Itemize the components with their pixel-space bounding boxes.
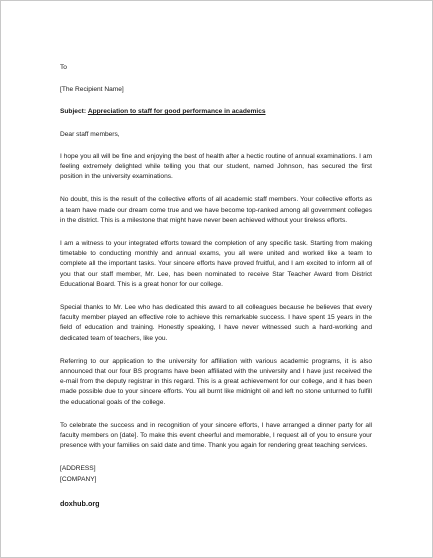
paragraph-2: No doubt, this is the result of the collective efforts of all academic staff members. Your collective efforts as a team have made our dream come true and we have become top-ranked among all government colleges in the district. This is a milestone that might have never been achieved without your tireless efforts. [60, 196, 372, 224]
to-label: To [60, 64, 67, 71]
recipient-name: [The Recipient Name] [60, 86, 124, 94]
paragraph-3: I am a witness to your integrated efforts toward the completion of any specific task. Starting from making timetable to conducting monthly and annual exams, you all were united and worked like a team to complete all the important tasks. Your sincere efforts have proved fruitful, and I am excited to inform all of you that our staff member, Mr. Lee, has been nominated to receive Star Teacher Award from District Educational Board. This is a great honor for our college. [60, 240, 372, 288]
paragraph-5: Referring to our application to the university for affiliation with various academic programs, it is also announced that our four BS programs have been affiliated with the university and I have just received the e-mail from the deputy registrar in this regard. This is a great achievement for our college, and it has been made possible due to your sincere efforts. You all burnt like midnight oil and left no stone unturned to fulfill the educational goals of the college. [60, 357, 372, 406]
footer-site-name: doxhub.org [60, 499, 100, 508]
address-placeholder: [ADDRESS] [60, 465, 96, 473]
paragraph-4: Special thanks to Mr. Lee who has dedicated this award to all colleagues because he believes that every faculty member played an effective role to achieve this remarkable success. I have spent 15 years in the field of education and training. Honestly speaking, I have never witnessed such a hard-working and dedicated team of teachers, like you. [60, 304, 372, 342]
paragraph-6: To celebrate the success and in recognition of your sincere efforts, I have arranged a dinner party for all faculty members on [date]. To make this event cheerful and memorable, I request all of you to ensure your presence with your families on said date and time. Thank you again for rendering great teaching services. [60, 421, 372, 450]
paragraph-1: I hope you all will be fine and enjoying the best of health after a hectic routine of annual examinations. I am feeling extremely delighted while telling you that our student, named Johnson, has secured the first position in the university examinations. [60, 152, 372, 181]
letter-body [60, 63, 372, 485]
salutation: Dear staff members, [60, 130, 120, 138]
subject-label: Subject: [60, 108, 87, 116]
subject-line [60, 107, 372, 117]
subject-text: Appreciation to staff for good performance in academics [87, 108, 266, 116]
company-placeholder: [COMPANY] [60, 475, 97, 483]
